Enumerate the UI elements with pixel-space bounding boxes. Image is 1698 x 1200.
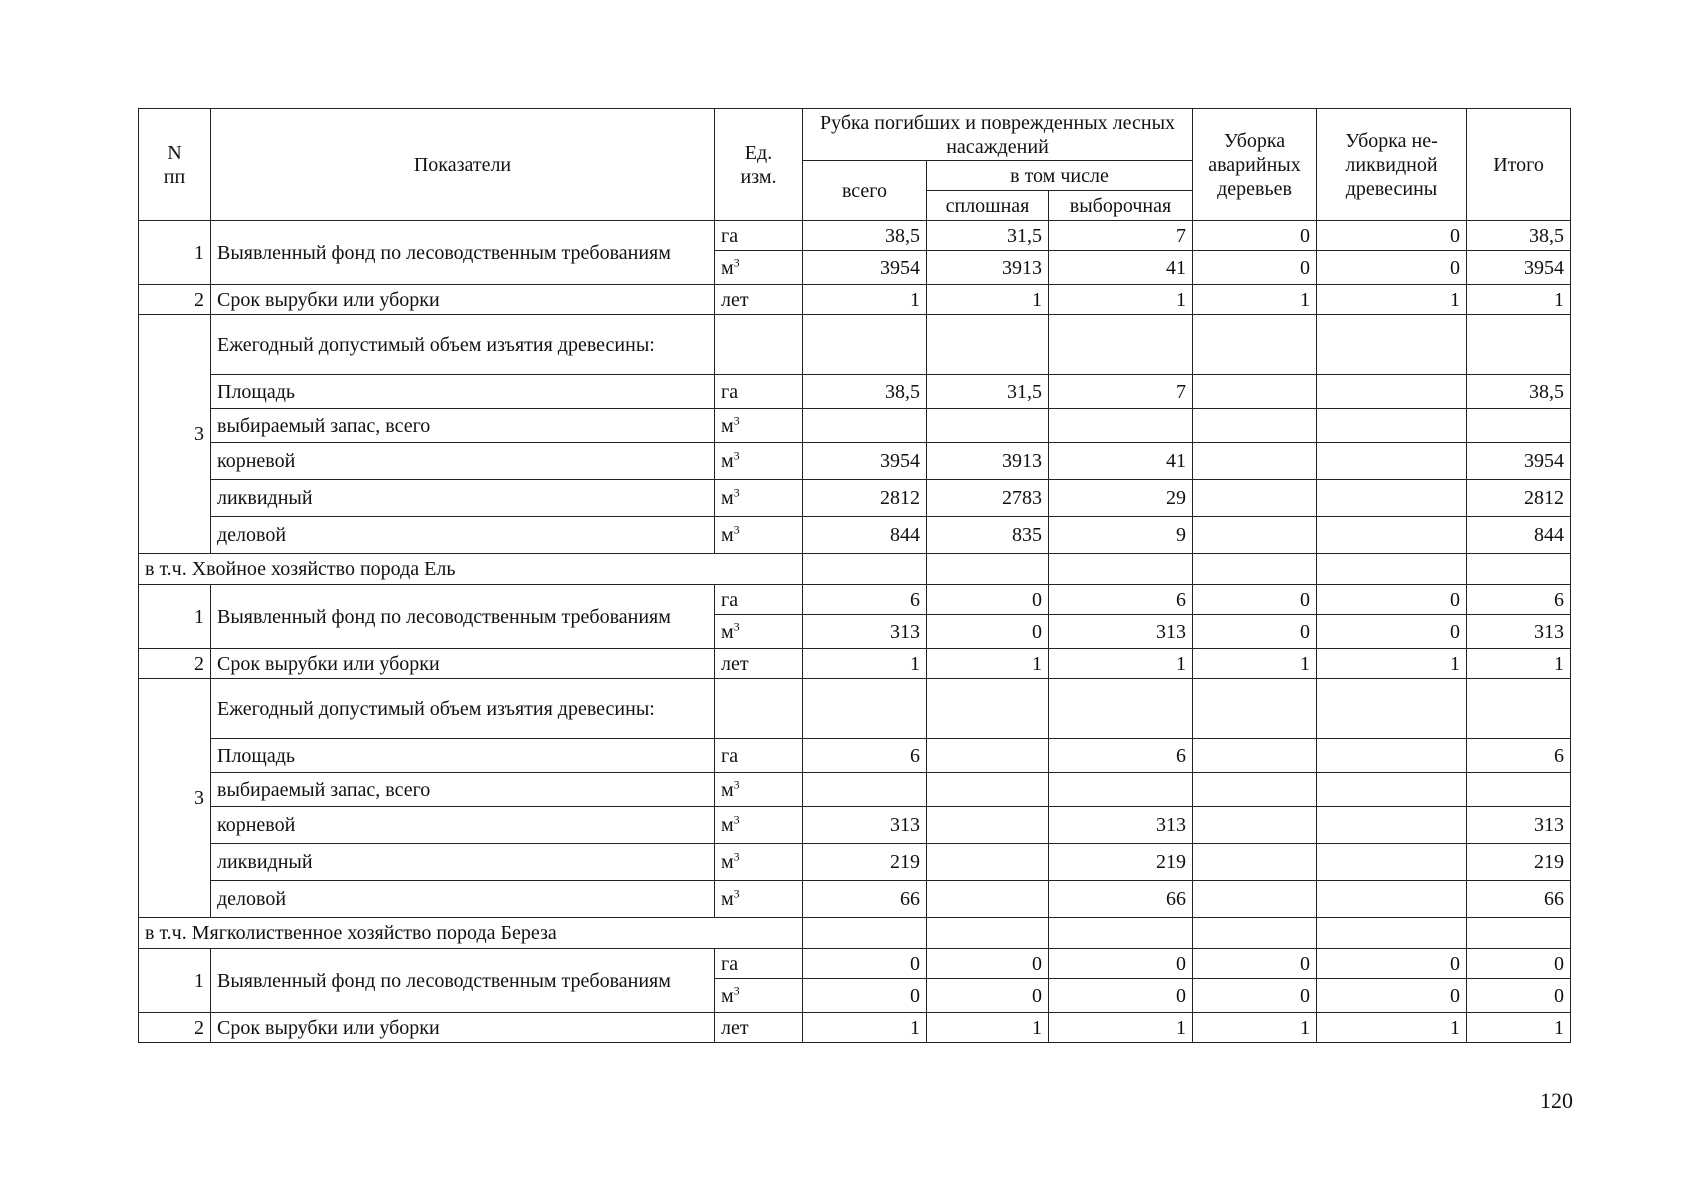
value-cell [1467, 679, 1571, 739]
row-number: 2 [139, 649, 211, 679]
value-cell [1467, 773, 1571, 807]
value-cell: 844 [1467, 517, 1571, 554]
value-cell: 2812 [1467, 480, 1571, 517]
header-total-all: всего [803, 161, 927, 221]
row-label: Ежегодный допустимый объем изъятия древесины: [211, 315, 715, 375]
value-cell [803, 679, 927, 739]
row-number: 2 [139, 1013, 211, 1043]
forest-felling-table [138, 108, 1571, 1043]
unit-cell: $м^3$ [715, 615, 803, 649]
value-cell: 3954 [1467, 251, 1571, 285]
value-cell: 313 [803, 807, 927, 844]
value-cell: 31,5 [927, 375, 1049, 409]
value-cell [1193, 773, 1317, 807]
value-cell [1193, 517, 1317, 554]
table-row [139, 649, 1571, 679]
row-label: корневой [211, 443, 715, 480]
header-clear: сплошная [927, 191, 1049, 221]
value-cell: 1 [1467, 649, 1571, 679]
row-number: 3 [139, 315, 211, 554]
value-cell: 41 [1049, 443, 1193, 480]
unit-cell: $м^3$ [715, 773, 803, 807]
value-cell [1467, 409, 1571, 443]
value-cell: 0 [1467, 949, 1571, 979]
value-cell: 1 [1193, 1013, 1317, 1043]
value-cell [927, 844, 1049, 881]
value-cell: 844 [803, 517, 927, 554]
header-unit: Ед. изм. [715, 109, 803, 221]
row-label: Площадь [211, 739, 715, 773]
value-cell: 9 [1049, 517, 1193, 554]
unit-cell: $м^3$ [715, 881, 803, 918]
value-cell: 219 [803, 844, 927, 881]
value-cell [1467, 315, 1571, 375]
value-cell: 66 [803, 881, 927, 918]
row-label: Выявленный фонд по лесоводственным требованиям [211, 585, 715, 649]
table-row [139, 409, 1571, 443]
value-cell: 1 [1049, 285, 1193, 315]
value-cell: 0 [927, 979, 1049, 1013]
value-cell: 0 [1193, 949, 1317, 979]
unit-cell: га [715, 739, 803, 773]
row-label: выбираемый запас, всего [211, 773, 715, 807]
value-cell: 313 [1049, 615, 1193, 649]
value-cell: 0 [927, 585, 1049, 615]
header-nonliquid: Уборка не-ликвидной древесины [1317, 109, 1467, 221]
value-cell: 0 [927, 949, 1049, 979]
unit-cell: $м^3$ [715, 251, 803, 285]
value-cell: 0 [927, 615, 1049, 649]
value-cell [1193, 679, 1317, 739]
value-cell [927, 773, 1049, 807]
header-felling: Рубка погибших и поврежденных лесных насаждений [803, 109, 1193, 161]
row-number: 2 [139, 285, 211, 315]
value-cell: 6 [1467, 585, 1571, 615]
header-row [139, 109, 1571, 161]
value-cell [803, 315, 927, 375]
value-cell: 2783 [927, 480, 1049, 517]
value-cell [1317, 554, 1467, 585]
value-cell [1049, 918, 1193, 949]
value-cell [1049, 315, 1193, 375]
value-cell: 3954 [1467, 443, 1571, 480]
unit-cell: га [715, 375, 803, 409]
header-incl: в том числе [927, 161, 1193, 191]
table-row [139, 949, 1571, 979]
value-cell: 6 [803, 739, 927, 773]
value-cell: 38,5 [803, 375, 927, 409]
value-cell [1193, 881, 1317, 918]
value-cell: 1 [1317, 1013, 1467, 1043]
value-cell: 0 [1317, 949, 1467, 979]
value-cell: 1 [803, 1013, 927, 1043]
table-row [139, 844, 1571, 881]
value-cell: 1 [1049, 1013, 1193, 1043]
value-cell [1317, 739, 1467, 773]
value-cell: 0 [1317, 615, 1467, 649]
header-selective: выборочная [1049, 191, 1193, 221]
table-row [139, 679, 1571, 739]
value-cell: 1 [1193, 285, 1317, 315]
value-cell: 1 [927, 649, 1049, 679]
value-cell [1193, 554, 1317, 585]
value-cell: 6 [1049, 585, 1193, 615]
value-cell [1317, 315, 1467, 375]
value-cell: 0 [1317, 251, 1467, 285]
row-label: Выявленный фонд по лесоводственным требованиям [211, 949, 715, 1013]
value-cell [803, 554, 927, 585]
value-cell [1317, 375, 1467, 409]
unit-cell: лет [715, 1013, 803, 1043]
value-cell: 0 [1317, 585, 1467, 615]
header-nn: N пп [139, 109, 211, 221]
value-cell [1467, 918, 1571, 949]
value-cell: 38,5 [1467, 221, 1571, 251]
table-row [139, 221, 1571, 251]
value-cell [927, 881, 1049, 918]
value-cell [1193, 315, 1317, 375]
value-cell [1193, 443, 1317, 480]
value-cell: 0 [1467, 979, 1571, 1013]
unit-cell: $м^3$ [715, 844, 803, 881]
value-cell: 38,5 [1467, 375, 1571, 409]
value-cell [1193, 739, 1317, 773]
unit-cell: лет [715, 285, 803, 315]
value-cell [927, 315, 1049, 375]
value-cell: 0 [1193, 615, 1317, 649]
row-label: деловой [211, 517, 715, 554]
unit-cell: га [715, 221, 803, 251]
table-row [139, 315, 1571, 375]
unit-cell: га [715, 585, 803, 615]
section-row [139, 918, 1571, 949]
value-cell: 0 [1049, 979, 1193, 1013]
value-cell: 1 [803, 285, 927, 315]
value-cell [1317, 807, 1467, 844]
value-cell: 66 [1467, 881, 1571, 918]
value-cell [927, 679, 1049, 739]
value-cell [1317, 679, 1467, 739]
row-label: Срок вырубки или уборки [211, 649, 715, 679]
value-cell: 219 [1049, 844, 1193, 881]
value-cell: 6 [803, 585, 927, 615]
unit-cell: $м^3$ [715, 443, 803, 480]
value-cell: 0 [1317, 221, 1467, 251]
value-cell: 1 [1193, 649, 1317, 679]
table-row [139, 773, 1571, 807]
row-label: Выявленный фонд по лесоводственным требованиям [211, 221, 715, 285]
value-cell: 3954 [803, 443, 927, 480]
table-row [139, 1013, 1571, 1043]
value-cell: 0 [1193, 221, 1317, 251]
value-cell: 313 [1049, 807, 1193, 844]
value-cell: 3913 [927, 443, 1049, 480]
value-cell: 29 [1049, 480, 1193, 517]
unit-cell: лет [715, 649, 803, 679]
value-cell [1193, 409, 1317, 443]
table-row [139, 881, 1571, 918]
value-cell [1193, 375, 1317, 409]
value-cell: 313 [803, 615, 927, 649]
table-row [139, 517, 1571, 554]
unit-cell: $м^3$ [715, 409, 803, 443]
value-cell [1193, 918, 1317, 949]
row-label: Ежегодный допустимый объем изъятия древесины: [211, 679, 715, 739]
value-cell: 31,5 [927, 221, 1049, 251]
table-row [139, 443, 1571, 480]
value-cell: 0 [1049, 949, 1193, 979]
row-label: выбираемый запас, всего [211, 409, 715, 443]
value-cell [1317, 773, 1467, 807]
value-cell: 313 [1467, 615, 1571, 649]
row-label: корневой [211, 807, 715, 844]
unit-cell: $м^3$ [715, 480, 803, 517]
value-cell: 219 [1467, 844, 1571, 881]
section-row [139, 554, 1571, 585]
section-title: в т.ч. Мягколиственное хозяйство порода Береза [139, 918, 803, 949]
table-row [139, 375, 1571, 409]
value-cell [1317, 409, 1467, 443]
row-number: 3 [139, 679, 211, 918]
value-cell: 0 [1193, 979, 1317, 1013]
value-cell: 1 [1317, 285, 1467, 315]
value-cell [927, 807, 1049, 844]
value-cell: 0 [1317, 979, 1467, 1013]
value-cell [1317, 480, 1467, 517]
value-cell: 66 [1049, 881, 1193, 918]
value-cell: 6 [1467, 739, 1571, 773]
value-cell [1317, 844, 1467, 881]
unit-cell: $м^3$ [715, 517, 803, 554]
value-cell [1193, 480, 1317, 517]
value-cell: 7 [1049, 221, 1193, 251]
section-title: в т.ч. Хвойное хозяйство порода Ель [139, 554, 803, 585]
row-number: 1 [139, 949, 211, 1013]
value-cell: 7 [1049, 375, 1193, 409]
value-cell: 38,5 [803, 221, 927, 251]
page-number: 120 [1540, 1088, 1573, 1113]
value-cell: 835 [927, 517, 1049, 554]
table-row [139, 807, 1571, 844]
value-cell: 1 [1467, 285, 1571, 315]
value-cell [1317, 517, 1467, 554]
row-number: 1 [139, 585, 211, 649]
row-label: ликвидный [211, 844, 715, 881]
value-cell [927, 409, 1049, 443]
unit-cell: $м^3$ [715, 807, 803, 844]
value-cell [803, 409, 927, 443]
value-cell [1467, 554, 1571, 585]
value-cell: 1 [803, 649, 927, 679]
value-cell: 3954 [803, 251, 927, 285]
value-cell: 1 [1049, 649, 1193, 679]
table-row [139, 285, 1571, 315]
value-cell [1193, 844, 1317, 881]
value-cell [803, 773, 927, 807]
value-cell: 6 [1049, 739, 1193, 773]
header-emergency: Уборка аварийных деревьев [1193, 109, 1317, 221]
value-cell [1049, 679, 1193, 739]
row-label: Площадь [211, 375, 715, 409]
unit-cell: га [715, 949, 803, 979]
value-cell [927, 554, 1049, 585]
value-cell: 1 [1467, 1013, 1571, 1043]
value-cell: 0 [1193, 251, 1317, 285]
value-cell: 313 [1467, 807, 1571, 844]
row-label: деловой [211, 881, 715, 918]
row-label: Срок вырубки или уборки [211, 285, 715, 315]
value-cell [803, 918, 927, 949]
value-cell [1317, 443, 1467, 480]
unit-cell [715, 315, 803, 375]
value-cell [1317, 918, 1467, 949]
value-cell: 1 [1317, 649, 1467, 679]
value-cell: 41 [1049, 251, 1193, 285]
header-itogo: Итого [1467, 109, 1571, 221]
unit-cell [715, 679, 803, 739]
value-cell: 0 [1193, 585, 1317, 615]
table-row [139, 480, 1571, 517]
row-label: Срок вырубки или уборки [211, 1013, 715, 1043]
value-cell [1049, 409, 1193, 443]
value-cell: 2812 [803, 480, 927, 517]
value-cell [1317, 881, 1467, 918]
value-cell [1193, 807, 1317, 844]
value-cell: 1 [927, 1013, 1049, 1043]
value-cell: 3913 [927, 251, 1049, 285]
value-cell: 0 [803, 979, 927, 1013]
value-cell: 1 [927, 285, 1049, 315]
row-label: ликвидный [211, 480, 715, 517]
table-row [139, 585, 1571, 615]
table-row [139, 739, 1571, 773]
row-number: 1 [139, 221, 211, 285]
value-cell: 0 [803, 949, 927, 979]
header-indicators: Показатели [211, 109, 715, 221]
value-cell [927, 918, 1049, 949]
value-cell [1049, 554, 1193, 585]
unit-cell: $м^3$ [715, 979, 803, 1013]
value-cell [927, 739, 1049, 773]
value-cell [1049, 773, 1193, 807]
